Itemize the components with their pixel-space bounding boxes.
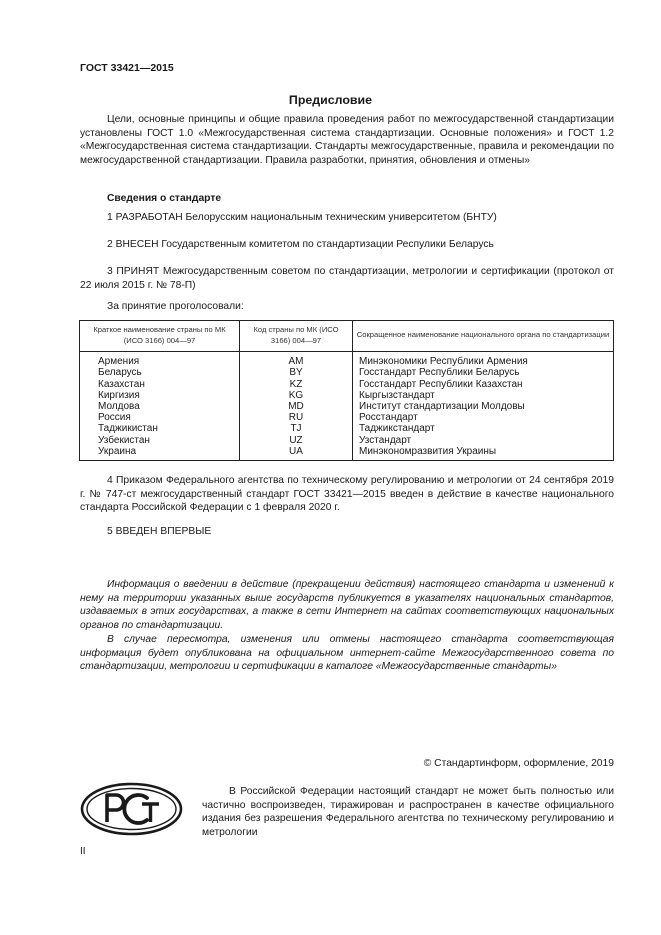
table-row xyxy=(80,352,614,368)
code-cell: TJ xyxy=(240,423,353,434)
document-id: ГОСТ 33421—2015 xyxy=(80,62,174,74)
page-number: II xyxy=(80,846,86,857)
body-cell: Госстандарт Республики Беларусь xyxy=(353,367,614,378)
code-cell: BY xyxy=(240,367,353,378)
intro-paragraph: Цели, основные принципы и общие правила проведения работ по межгосударственной стандартизации установлены ГОСТ 1.0 «Межгосударственная система стандартизации. Основные положения» и ГОСТ 1.2 «Межгосударственная система стандартизации. Стандарты межгосударственные, правила и рекомендации по межгосударственной стандартизации. Правила разработки, принятия, обновления и отмены» xyxy=(80,114,614,166)
col-header-country: Краткое наименование страны по МК (ИСО 3166) 004—97 xyxy=(80,321,240,352)
country-cell: Казахстан xyxy=(80,379,240,390)
table-header-row xyxy=(80,321,614,352)
code-cell: KG xyxy=(240,390,353,401)
body-cell: Минэкономразвития Украины xyxy=(353,446,614,461)
item-1: 1 РАЗРАБОТАН Белорусским национальным техническим университетом (БНТУ) xyxy=(107,212,497,223)
item-4: 4 Приказом Федерального агентства по техническому регулированию и метрологии от 24 сентября 2019 г. № 747-ст межгосударственный стандарт ГОСТ 33421—2015 введен в действие в качестве национального стандарта Российской Федерации с 1 февраля 2020 г. xyxy=(80,475,614,514)
table-row xyxy=(80,390,614,401)
table-row xyxy=(80,412,614,423)
table-row xyxy=(80,446,614,461)
code-cell: MD xyxy=(240,401,353,412)
col-header-body: Сокращенное наименование национального органа по стандартизации xyxy=(353,321,614,352)
code-cell: RU xyxy=(240,412,353,423)
code-cell: UZ xyxy=(240,435,353,446)
body-cell: Кыргызстандарт xyxy=(353,390,614,401)
code-cell: UA xyxy=(240,446,353,461)
item-3: 3 ПРИНЯТ Межгосударственным советом по стандартизации, метрологии и сертификации (протокол от 22 июля 2015 г. № 78-П) xyxy=(80,266,614,291)
code-cell: AM xyxy=(240,352,353,368)
item-2: 2 ВНЕСЕН Государственным комитетом по стандартизации Респулики Беларусь xyxy=(107,239,494,250)
body-cell: Таджикстандарт xyxy=(353,423,614,434)
rst-logo-icon xyxy=(80,782,183,836)
item-5: 5 ВВЕДЕН ВПЕРВЫЕ xyxy=(107,526,212,537)
copyright: © Стандартинформ, оформление, 2019 xyxy=(423,758,614,769)
country-cell: Киргизия xyxy=(80,390,240,401)
country-cell: Россия xyxy=(80,412,240,423)
info-paragraph-2: В случае пересмотра, изменения или отмены настоящего стандарта соответствующая информация будет опубликована на официальном интернет-сайте Межгосударственного совета по стандартизации, метрологии и сертификации в каталоге «Межгосударственные стандарты» xyxy=(80,634,614,673)
country-cell: Молдова xyxy=(80,401,240,412)
body-cell: Узстандарт xyxy=(353,435,614,446)
country-cell: Украина xyxy=(80,446,240,461)
code-cell: KZ xyxy=(240,379,353,390)
country-cell: Узбекистан xyxy=(80,435,240,446)
info-paragraph-1: Информация о введении в действие (прекращении действия) настоящего стандарта и изменений к нему на территории указанных выше государств публикуется в указателях национальных стандартов, издаваемых в этих государствах, а также в сети Интернет на сайтах соответствующих национальных органов по стандартизации. xyxy=(80,579,614,631)
info-heading: Сведения о стандарте xyxy=(107,193,222,204)
table-row xyxy=(80,401,614,412)
country-cell: Армения xyxy=(80,352,240,368)
copyright-notice: В Российской Федерации настоящий стандарт не может быть полностью или частично воспроизведен, тиражирован и распространен в качестве официального издания без разрешения Федерального агентства по техническому регулированию и метрологии xyxy=(202,786,614,838)
body-cell: Институт стандартизации Молдовы xyxy=(353,401,614,412)
voted-label: За принятие проголосовали: xyxy=(107,301,244,312)
country-cell: Беларусь xyxy=(80,367,240,378)
table-row xyxy=(80,435,614,446)
member-states-table xyxy=(79,320,614,461)
table-row xyxy=(80,423,614,434)
body-cell: Росстандарт xyxy=(353,412,614,423)
page-title: Предисловие xyxy=(288,93,373,107)
table-row xyxy=(80,379,614,390)
country-cell: Таджикистан xyxy=(80,423,240,434)
body-cell: Минэкономики Республики Армения xyxy=(353,352,614,368)
table-row xyxy=(80,367,614,378)
col-header-code: Код страны по МК (ИСО 3166) 004—97 xyxy=(240,321,353,352)
body-cell: Госстандарт Республики Казахстан xyxy=(353,379,614,390)
